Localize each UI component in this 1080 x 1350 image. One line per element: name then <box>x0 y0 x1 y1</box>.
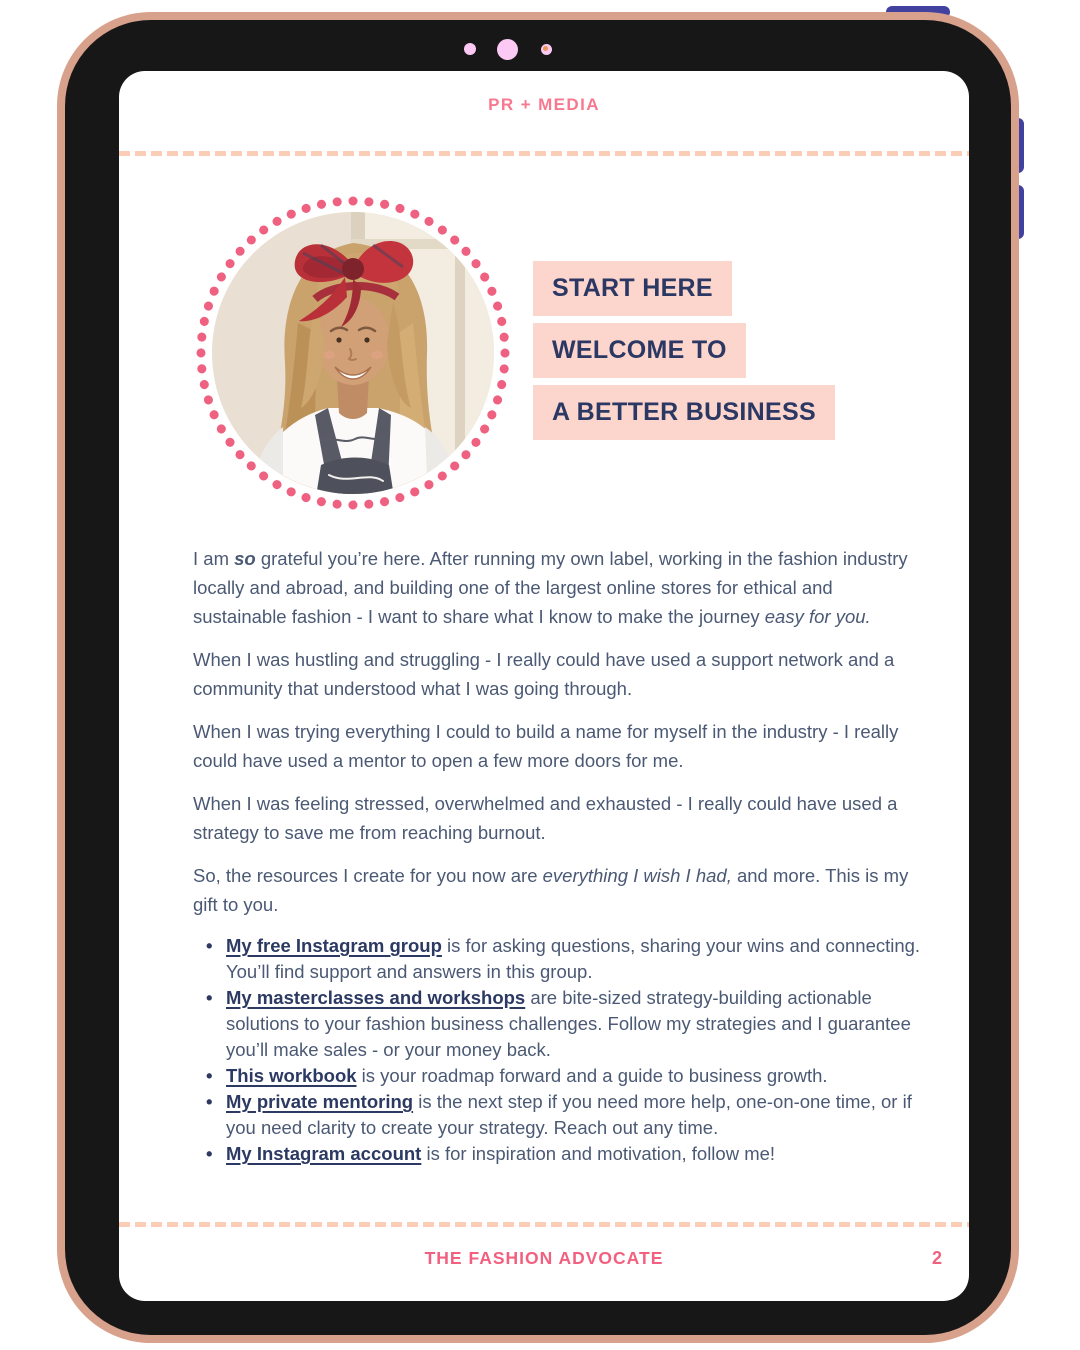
doc-link[interactable]: My masterclasses and workshops <box>226 987 526 1008</box>
page-number: 2 <box>931 1248 942 1268</box>
headline-line-2: WELCOME TO <box>533 323 746 378</box>
camera-lens-icon <box>541 44 552 55</box>
list-item <box>193 1141 923 1167</box>
tablet-bezel <box>65 20 1011 1335</box>
profile-photo-illustration <box>191 191 515 515</box>
dashed-divider-bottom <box>119 1222 969 1227</box>
paragraph: When I was trying everything I could to build a name for myself in the industry - I really could have used a mentor to open a few more doors for me. <box>193 721 899 771</box>
resource-list <box>193 933 923 1167</box>
paragraph: I am so grateful you’re here. After running my own label, working in the fashion industry locally and abroad, and building one of the largest online stores for ethical and sustainable fashion - I want to share what I know to make the journey easy for you. <box>193 548 908 627</box>
page-header-label: PR + MEDIA <box>488 95 600 114</box>
footer-brand: THE FASHION ADVOCATE <box>424 1248 664 1268</box>
dashed-divider-top <box>119 151 969 156</box>
body-copy <box>193 544 923 1167</box>
list-item <box>193 1089 923 1141</box>
list-item <box>193 933 923 985</box>
list-item-text: is for inspiration and motivation, follow me! <box>421 1143 776 1164</box>
document-page <box>119 71 969 1301</box>
camera-dot-icon <box>464 43 476 55</box>
doc-link[interactable]: My Instagram account <box>226 1143 422 1164</box>
paragraph: When I was feeling stressed, overwhelmed and exhausted - I really could have used a strategy to save me from reaching burnout. <box>193 793 898 843</box>
camera-dot-icon <box>497 39 518 60</box>
profile-photo <box>191 191 515 515</box>
list-item-text: is the next step if you need more help, one-on-one time, or if you need clarity to create your strategy. Reach out any time. <box>226 1091 912 1138</box>
tablet-frame <box>57 12 1019 1343</box>
list-item <box>193 985 923 1063</box>
headline-line-3: A BETTER BUSINESS <box>533 385 835 440</box>
list-item-text: is your roadmap forward and a guide to business growth. <box>356 1065 828 1086</box>
doc-link[interactable]: This workbook <box>226 1065 357 1086</box>
headline-blocks <box>533 261 835 440</box>
paragraph: So, the resources I create for you now are everything I wish I had, and more. This is my gift to you. <box>193 865 909 915</box>
doc-link[interactable]: My free Instagram group <box>226 935 442 956</box>
headline-line-1: START HERE <box>533 261 732 316</box>
list-item-text: is for asking questions, sharing your wins and connecting. You’ll find support and answers in this group. <box>226 935 921 982</box>
list-item-text: are bite-sized strategy-building actionable solutions to your fashion business challenges. Follow my strategies and I guarantee you’ll make sales - or your money back. <box>226 987 911 1060</box>
list-item <box>193 1063 923 1089</box>
doc-link[interactable]: My private mentoring <box>226 1091 414 1112</box>
paragraph: When I was hustling and struggling - I really could have used a support network and a community that understood what I was going through. <box>193 649 895 699</box>
